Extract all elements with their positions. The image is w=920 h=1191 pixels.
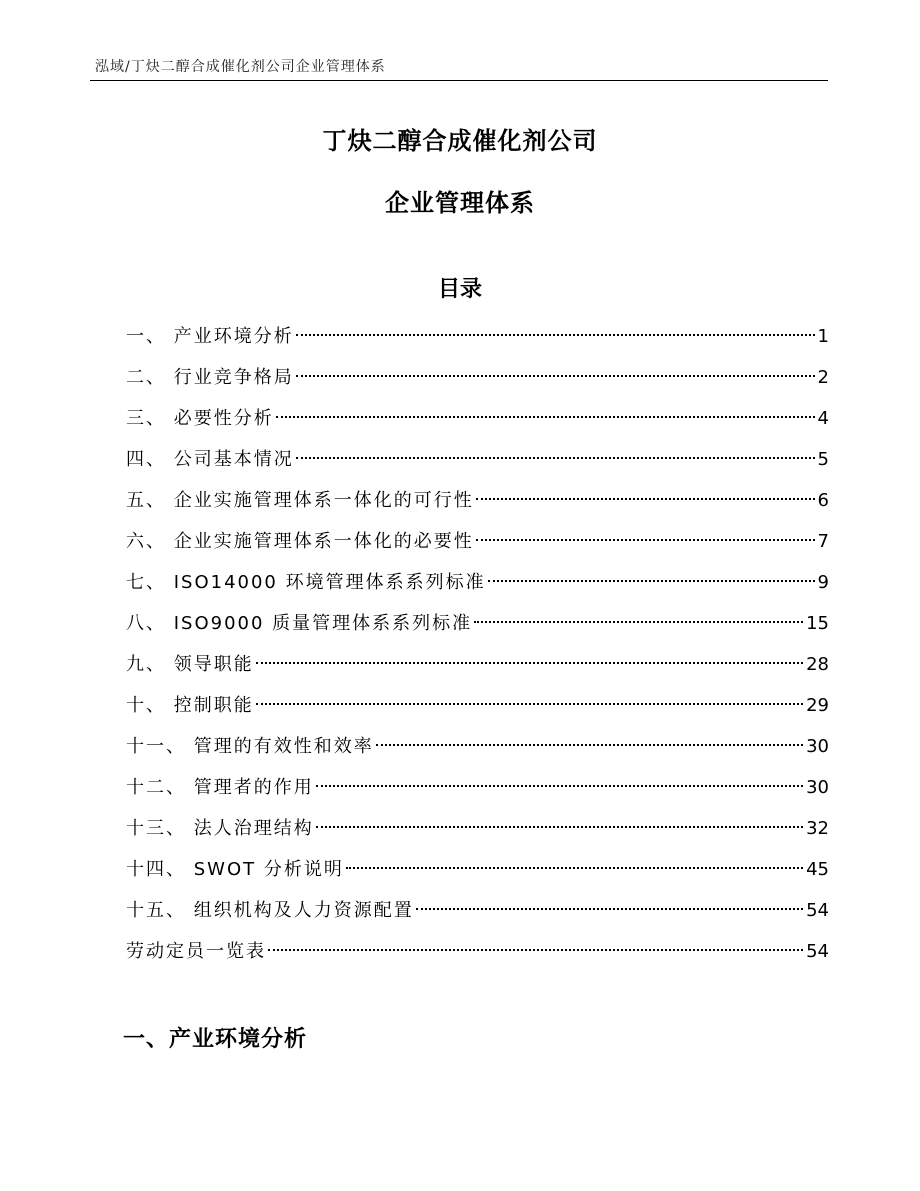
- running-header: 泓域/丁炔二醇合成催化剂公司企业管理体系: [95, 59, 386, 75]
- toc-entry-label: 八、 ISO9000 质量管理体系系列标准: [126, 613, 473, 634]
- toc-entry[interactable]: [126, 853, 829, 894]
- toc-entry-page: 54: [806, 900, 829, 921]
- toc-entry-label: 三、 必要性分析: [126, 408, 274, 429]
- toc-entry-page: 2: [817, 367, 829, 388]
- toc-entry-page: 15: [806, 613, 829, 634]
- toc-entry-page: 45: [806, 859, 829, 880]
- toc-leader-dots: [296, 334, 815, 336]
- section-heading: 一、产业环境分析: [123, 1027, 308, 1052]
- toc-entry-label: 劳动定员一览表: [126, 941, 266, 962]
- toc-leader-dots: [416, 908, 803, 910]
- toc-entry-label: 五、 企业实施管理体系一体化的可行性: [126, 490, 474, 511]
- toc-entry-page: 9: [817, 572, 829, 593]
- toc-entry-page: 6: [817, 490, 829, 511]
- toc-leader-dots: [376, 744, 803, 746]
- toc-entry-page: 30: [806, 777, 829, 798]
- toc-entry-label: 十五、 组织机构及人力资源配置: [126, 900, 414, 921]
- toc-leader-dots: [268, 949, 803, 951]
- toc-entry-label: 七、 ISO14000 环境管理体系系列标准: [126, 572, 486, 593]
- toc-entry-label: 十一、 管理的有效性和效率: [126, 736, 374, 757]
- header-divider: [90, 80, 828, 81]
- toc-entry-label: 十四、 SWOT 分析说明: [126, 859, 344, 880]
- toc-entry-label: 十、 控制职能: [126, 695, 254, 716]
- toc-entry[interactable]: [126, 935, 829, 976]
- toc-entry-label: 十三、 法人治理结构: [126, 818, 314, 839]
- toc-entry[interactable]: [126, 361, 829, 402]
- toc-leader-dots: [316, 785, 803, 787]
- toc-leader-dots: [346, 867, 803, 869]
- toc-entry-label: 六、 企业实施管理体系一体化的必要性: [126, 531, 474, 552]
- toc-entry[interactable]: [126, 402, 829, 443]
- toc-leader-dots: [488, 580, 815, 582]
- toc-leader-dots: [256, 703, 803, 705]
- toc-entry[interactable]: [126, 320, 829, 361]
- toc-entry-page: 1: [817, 326, 829, 347]
- toc-entry-label: 九、 领导职能: [126, 654, 254, 675]
- toc-leader-dots: [276, 416, 815, 418]
- toc-entry-page: 4: [817, 408, 829, 429]
- toc-entry[interactable]: [126, 443, 829, 484]
- toc-entry-page: 54: [806, 941, 829, 962]
- toc-leader-dots: [256, 662, 803, 664]
- toc-leader-dots: [296, 457, 815, 459]
- toc-entry-page: 29: [806, 695, 829, 716]
- toc-entry-label: 二、 行业竞争格局: [126, 367, 294, 388]
- toc-entry-label: 十二、 管理者的作用: [126, 777, 314, 798]
- toc-entry[interactable]: [126, 689, 829, 730]
- toc-entry-page: 5: [817, 449, 829, 470]
- toc-entry[interactable]: [126, 566, 829, 607]
- toc-heading: 目录: [437, 277, 482, 302]
- document-title: 丁炔二醇合成催化剂公司: [322, 127, 598, 155]
- table-of-contents: [126, 320, 829, 976]
- toc-entry[interactable]: [126, 894, 829, 935]
- toc-leader-dots: [474, 621, 803, 623]
- toc-entry[interactable]: [126, 648, 829, 689]
- toc-entry-page: 28: [806, 654, 829, 675]
- toc-entry-page: 30: [806, 736, 829, 757]
- toc-entry[interactable]: [126, 771, 829, 812]
- toc-entry[interactable]: [126, 730, 829, 771]
- toc-entry[interactable]: [126, 812, 829, 853]
- toc-entry[interactable]: [126, 525, 829, 566]
- toc-leader-dots: [316, 826, 803, 828]
- toc-leader-dots: [476, 498, 815, 500]
- toc-entry-label: 一、 产业环境分析: [126, 326, 294, 347]
- toc-leader-dots: [476, 539, 815, 541]
- toc-entry[interactable]: [126, 484, 829, 525]
- toc-entry[interactable]: [126, 607, 829, 648]
- toc-entry-label: 四、 公司基本情况: [126, 449, 294, 470]
- toc-entry-page: 7: [817, 531, 829, 552]
- document-subtitle: 企业管理体系: [385, 189, 535, 217]
- toc-leader-dots: [296, 375, 815, 377]
- toc-entry-page: 32: [806, 818, 829, 839]
